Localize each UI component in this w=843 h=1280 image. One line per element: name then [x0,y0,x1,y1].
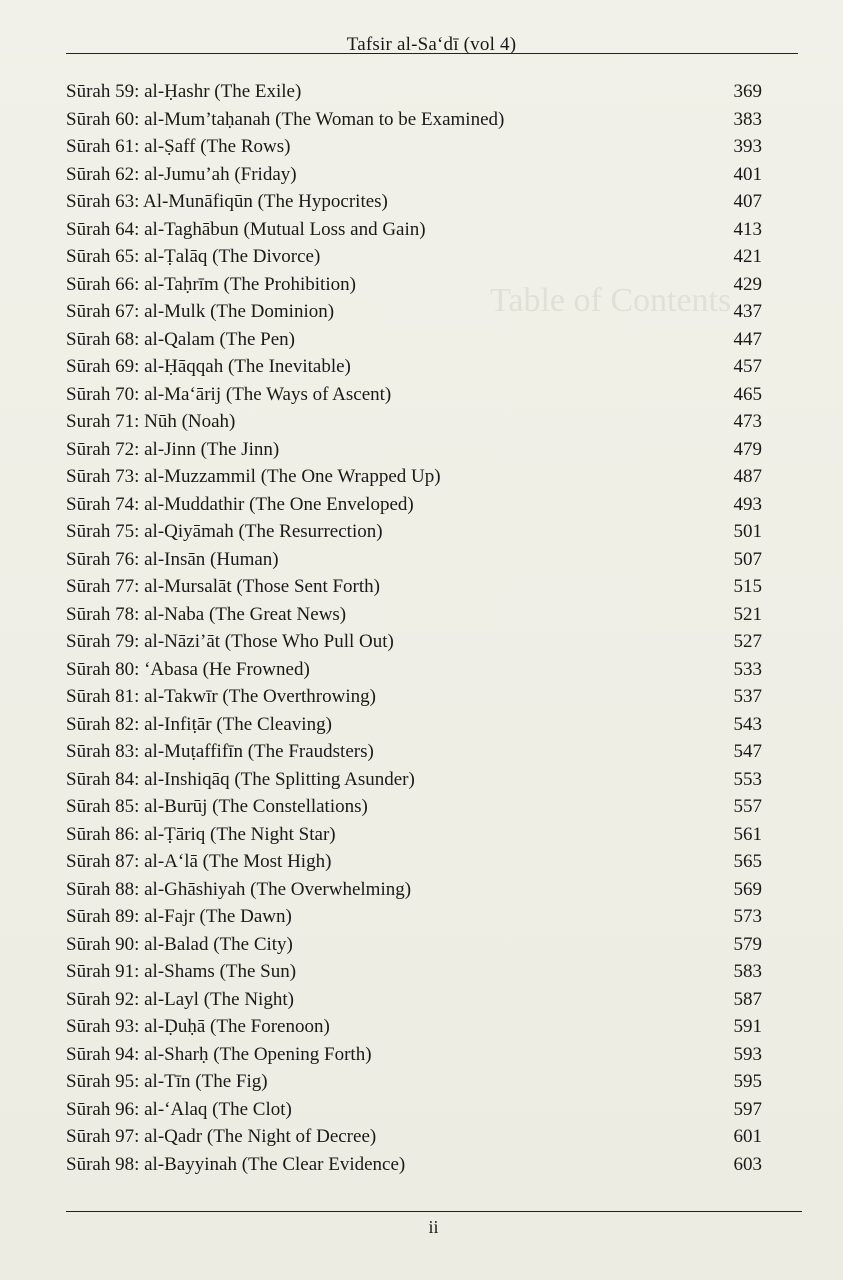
toc-entry-title: Sūrah 73: al-Muzzammil (The One Wrapped Up) [66,466,441,487]
show-through-heading: Table of Contents [490,282,732,319]
toc-entry [66,601,762,629]
toc-entry-page: 569 [733,878,762,900]
toc-entry [66,628,762,656]
toc-entry-page: 521 [733,603,762,625]
toc-entry-title: Sūrah 72: al-Jinn (The Jinn) [66,438,280,460]
toc-entry-page: 603 [733,1153,762,1175]
toc-entry-title: Sūrah 74: al-Muddathir (The One Enveloped) [66,493,414,515]
toc-entry-title: Sūrah 66: al-Taḥrīm (The Prohibition) [66,273,356,295]
toc-entry-title: Sūrah 76: al-Insān (Human) [66,548,279,570]
toc-entry-title: Sūrah 63: Al-Munāfiqūn (The Hypocrites) [66,191,388,212]
toc-entry [66,1151,762,1179]
header-rule [66,53,798,54]
toc-entry [66,326,762,354]
toc-entry-page: 565 [733,851,762,872]
toc-entry [66,711,762,739]
toc-entry-page: 583 [733,961,762,982]
toc-entry [66,216,762,244]
toc-entry-page: 573 [733,906,762,927]
toc-entry [66,931,762,959]
toc-entry [66,1041,762,1069]
toc-entry-page: 383 [733,108,762,130]
table-of-contents [66,78,762,1178]
toc-entry-title: Sūrah 69: al-Ḥāqqah (The Inevitable) [66,356,351,377]
toc-entry-page: 447 [733,328,762,350]
toc-entry [66,298,762,326]
toc-entry-title: Sūrah 92: al-Layl (The Night) [66,988,294,1010]
toc-entry [66,958,762,986]
toc-entry-page: 553 [733,768,762,790]
toc-entry-title: Sūrah 78: al-Naba (The Great News) [66,603,347,625]
toc-entry [66,656,762,684]
toc-entry-page: 557 [733,796,762,817]
toc-entry [66,161,762,189]
toc-entry-title: Sūrah 96: al-‘Alaq (The Clot) [66,1098,292,1120]
toc-entry [66,821,762,849]
toc-entry-title: Sūrah 85: al-Burūj (The Constellations) [66,796,368,817]
toc-entry-title: Sūrah 61: al-Ṣaff (The Rows) [66,136,291,157]
footer-rule [66,1211,802,1212]
toc-entry-page: 547 [733,741,762,762]
toc-entry-page: 515 [733,576,762,597]
toc-entry [66,876,762,904]
toc-entry [66,1013,762,1041]
toc-entry-page: 493 [733,493,762,515]
toc-entry [66,793,762,821]
toc-entry-title: Sūrah 77: al-Mursalāt (Those Sent Forth) [66,576,380,597]
toc-entry [66,106,762,134]
toc-entry-page: 369 [733,81,762,102]
toc-entry [66,1123,762,1151]
toc-entry-page: 421 [733,246,762,267]
toc-entry-title: Sūrah 97: al-Qadr (The Night of Decree) [66,1126,377,1147]
toc-entry-page: 587 [733,988,762,1010]
toc-entry-title: Sūrah 94: al-Sharḥ (The Opening Forth) [66,1043,372,1065]
toc-entry [66,78,762,106]
toc-entry-title: Sūrah 59: al-Ḥashr (The Exile) [66,81,302,102]
toc-entry-page: 601 [733,1126,762,1147]
toc-entry-title: Sūrah 65: al-Ṭalāq (The Divorce) [66,246,321,267]
toc-entry-title: Sūrah 95: al-Tīn (The Fig) [66,1071,268,1092]
toc-entry-page: 543 [733,713,762,735]
toc-entry [66,573,762,601]
toc-entry-title: Sūrah 90: al-Balad (The City) [66,933,293,955]
toc-entry-title: Sūrah 89: al-Fajr (The Dawn) [66,906,292,927]
toc-entry-title: Sūrah 87: al-A‘lā (The Most High) [66,851,332,872]
folio [0,1217,843,1238]
toc-entry-title: Sūrah 79: al-Nāzi’āt (Those Who Pull Out) [66,631,394,652]
toc-entry-title: Surah 71: Nūh (Noah) [66,411,236,432]
toc-entry [66,1068,762,1096]
toc-entry-title: Sūrah 60: al-Mum’taḥanah (The Woman to be Examined) [66,108,505,130]
running-head-title: Tafsir al-Sa‘dī (vol 4) [346,34,517,55]
page-number: ii [428,1217,439,1237]
toc-entry [66,381,762,409]
toc-entry-title: Sūrah 67: al-Mulk (The Dominion) [66,301,335,322]
toc-entry-page: 537 [733,686,762,707]
toc-entry [66,986,762,1014]
toc-entry [66,738,762,766]
toc-entry [66,271,762,299]
toc-entry-page: 429 [733,273,762,295]
toc-entry [66,546,762,574]
toc-entry-page: 413 [733,218,762,240]
toc-entry-page: 487 [733,466,762,487]
toc-entry-title: Sūrah 70: al-Ma‘ārij (The Ways of Ascent) [66,383,392,405]
toc-entry-page: 473 [733,411,762,432]
toc-entry [66,436,762,464]
toc-entry-title: Sūrah 91: al-Shams (The Sun) [66,961,297,982]
toc-entry-page: 437 [733,301,762,322]
toc-entry [66,133,762,161]
toc-entry-page: 457 [733,356,762,377]
toc-entry-page: 593 [733,1043,762,1065]
toc-entry [66,353,762,381]
toc-entry-title: Sūrah 88: al-Ghāshiyah (The Overwhelming) [66,878,412,900]
toc-entry-page: 561 [733,823,762,845]
toc-entry-page: 507 [733,548,762,570]
toc-entry-page: 591 [733,1016,762,1037]
toc-entry-title: Sūrah 86: al-Ṭāriq (The Night Star) [66,823,336,845]
toc-entry-title: Sūrah 83: al-Muṭaffifīn (The Fraudsters) [66,741,374,762]
toc-entry [66,903,762,931]
toc-entry-page: 501 [733,521,762,542]
toc-entry [66,518,762,546]
toc-entry-page: 533 [733,658,762,680]
toc-entry-page: 527 [733,631,762,652]
toc-entry-page: 595 [733,1071,762,1092]
toc-entry-page: 393 [733,136,762,157]
toc-entry-page: 479 [733,438,762,460]
toc-entry-page: 597 [733,1098,762,1120]
toc-entry-title: Sūrah 81: al-Takwīr (The Overthrowing) [66,686,376,707]
toc-entry-page: 465 [733,383,762,405]
toc-entry [66,188,762,216]
toc-entry [66,243,762,271]
toc-entry-page: 579 [733,933,762,955]
toc-entry [66,766,762,794]
toc-entry-page: 401 [733,163,762,185]
toc-entry-title: Sūrah 64: al-Taghābun (Mutual Loss and Gain) [66,218,426,240]
toc-entry-title: Sūrah 84: al-Inshiqāq (The Splitting Asunder) [66,768,415,790]
toc-entry-title: Sūrah 80: ‘Abasa (He Frowned) [66,658,310,680]
toc-entry-page: 407 [733,191,762,212]
toc-entry [66,491,762,519]
toc-entry-title: Sūrah 98: al-Bayyinah (The Clear Evidence) [66,1153,406,1175]
toc-entry-title: Sūrah 68: al-Qalam (The Pen) [66,328,295,350]
toc-entry-title: Sūrah 93: al-Ḍuḥā (The Forenoon) [66,1016,330,1037]
toc-entry [66,683,762,711]
toc-entry-title: Sūrah 82: al-Infiṭār (The Cleaving) [66,713,332,735]
toc-entry [66,1096,762,1124]
toc-entry [66,848,762,876]
toc-entry [66,408,762,436]
toc-entry-title: Sūrah 62: al-Jumu’ah (Friday) [66,163,297,185]
toc-entry-title: Sūrah 75: al-Qiyāmah (The Resurrection) [66,521,383,542]
toc-entry [66,463,762,491]
